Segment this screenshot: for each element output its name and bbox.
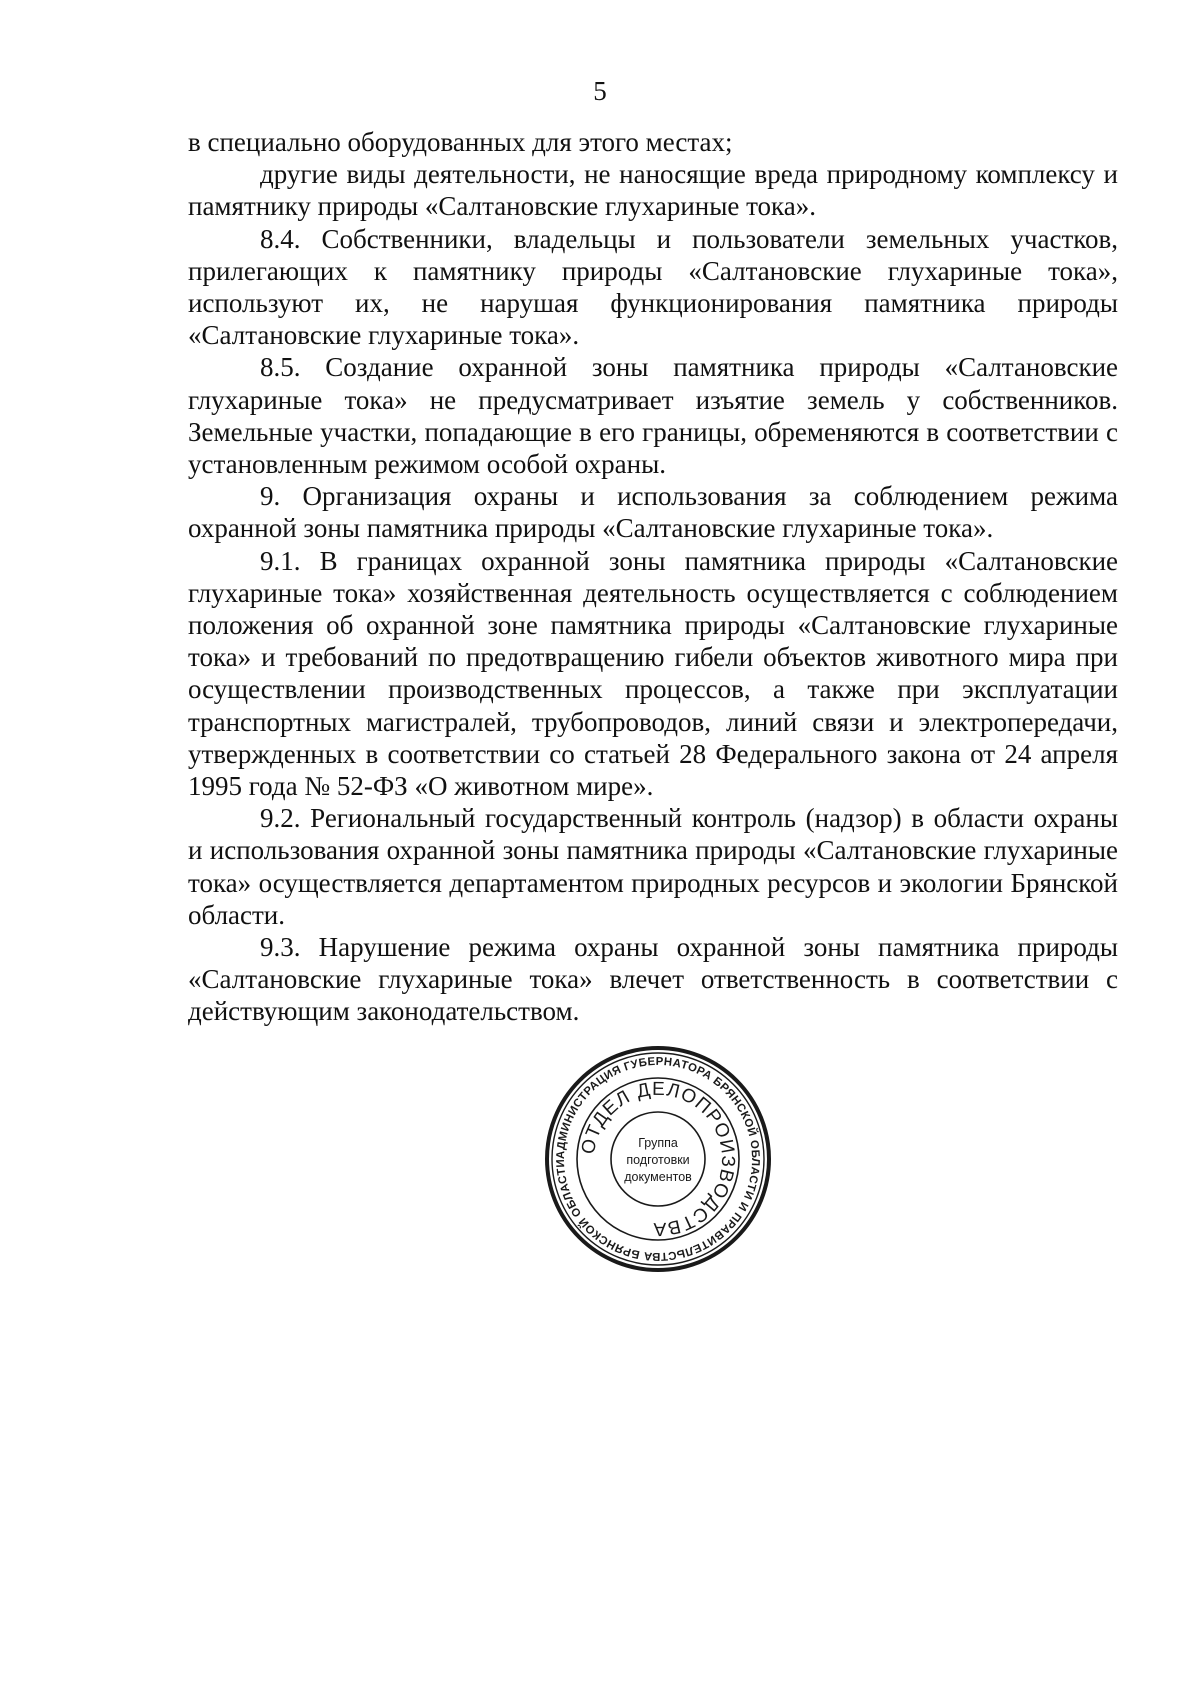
stamp-inner-text: ОТДЕЛ ДЕЛОПРОИЗВОДСТВА — [577, 1078, 739, 1240]
page-number: 5 — [593, 76, 607, 106]
paragraph-continuation: в специально оборудованных для этого местах; — [188, 127, 733, 157]
stamp-center-line-2: подготовки — [626, 1153, 690, 1167]
stamp-center-line-1: Группа — [638, 1136, 678, 1150]
paragraph-8-4: 8.4. Собственники, владельцы и пользователи земельных участков, прилегающих к памятнику природы «Салтановские глухариные тока», используют их, не нарушая функционирования памятника природы «Салтановские глухариные тока». — [188, 223, 1118, 351]
official-seal-stamp — [542, 1043, 774, 1275]
paragraph-8-5: 8.5. Создание охранной зоны памятника природы «Салтановские глухариные тока» не предусматривает изъятие земель у собственников. Земельные участки, попадающие в его границы, обременяются в соответствии с установленным режимом особой охраны. — [188, 352, 1118, 480]
paragraph-9: 9. Организация охраны и использования за соблюдением режима охранной зоны памятника природы «Салтановские глухариные тока». — [188, 481, 1118, 544]
paragraph-9-3: 9.3. Нарушение режима охраны охранной зоны памятника природы «Салтановские глухариные тока» влечет ответственность в соответствии с действующим законодательством. — [188, 932, 1118, 1027]
stamp-outer-text: АДМИНИСТРАЦИЯ ГУБЕРНАТОРА БРЯНСКОЙ ОБЛАСТИ И ПРАВИТЕЛЬСТВА БРЯНСКОЙ ОБЛАСТИ — [554, 1055, 762, 1263]
paragraph-9-1: 9.1. В границах охранной зоны памятника природы «Салтановские глухариные тока» хозяйственная деятельность осуществляется с соблюдением положения об охранной зоне памятника природы «Салтановские глухариные тока» и требований по предотвращению гибели объектов животного мира при осуществлении производственных процессов, а также при эксплуатации транспортных магистралей, трубопроводов, линий связи и электропередачи, утвержденных в соответствии со статьей 28 Федерального закона от 24 апреля 1995 года № 52-ФЗ «О животном мире». — [188, 545, 1118, 802]
paragraph-9-2: 9.2. Региональный государственный контроль (надзор) в области охраны и использования охранной зоны памятника природы «Салтановские глухариные тока» осуществляется департаментом природных ресурсов и экологии Брянской области. — [188, 803, 1118, 930]
paragraph-other-activities: другие виды деятельности, не наносящие вреда природному комплексу и памятнику природы «Салтановские глухариные тока». — [188, 159, 1118, 222]
document-body — [188, 126, 1118, 1028]
stamp-center-line-3: документов — [624, 1170, 692, 1184]
